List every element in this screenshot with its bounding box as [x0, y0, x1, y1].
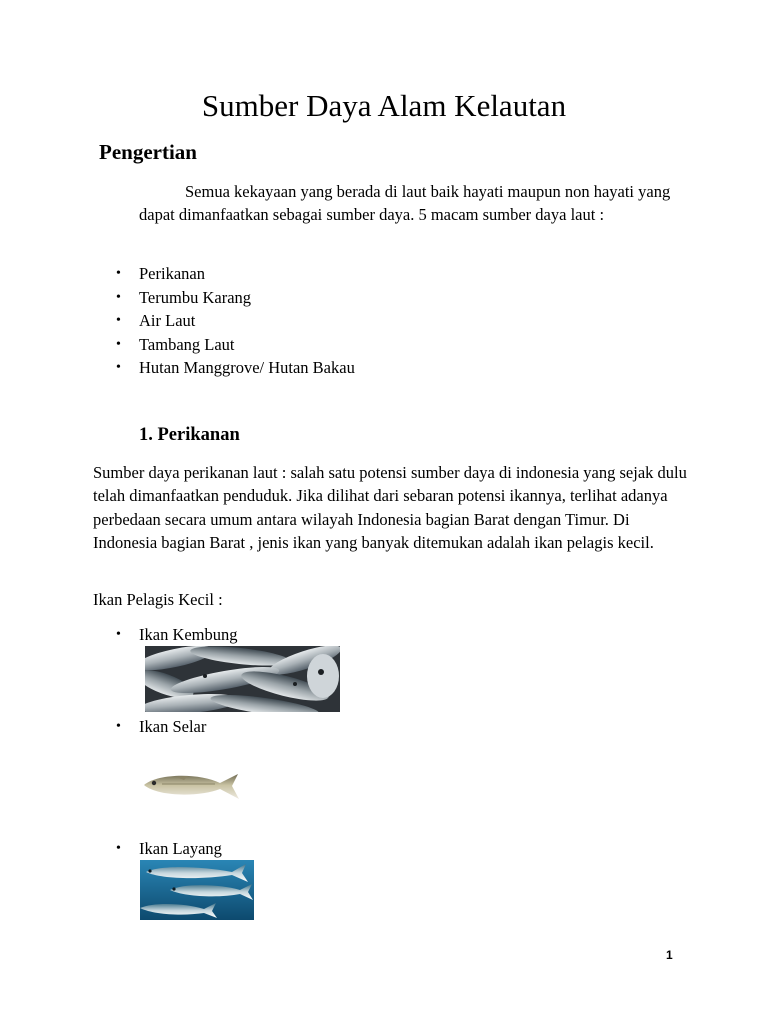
list-item-label: Terumbu Karang [139, 287, 252, 307]
page-number: 1 [666, 948, 673, 962]
ikan-layang-photo [140, 860, 254, 920]
list-item [0, 837, 222, 861]
list-item-label: Tambang Laut [139, 334, 235, 354]
bullet-icon: • [116, 627, 121, 642]
resource-types-list [0, 262, 355, 380]
list-item [0, 715, 206, 739]
ikan-kembung-photo [145, 646, 340, 712]
subsection-heading-perikanan: 1. Perikanan [139, 425, 240, 445]
fish-pile-image [145, 646, 340, 712]
list-item [0, 333, 355, 357]
list-item [0, 309, 355, 333]
bullet-icon: • [116, 266, 121, 281]
perikanan-paragraph: Sumber daya perikanan laut : salah satu potensi sumber daya di indonesia yang sejak dulu telah dimanfaatkan penduduk. Jika dilihat dari sebaran potensi ikannya, terlihat adanya perbedaan secara umum antara wilayah Indonesia bagian Barat dengan Timur. Di Indonesia bagian Barat , jenis ikan yang banyak ditemukan adalah ikan pelagis kecil. [93, 463, 687, 552]
bullet-icon: • [116, 719, 121, 734]
bullet-icon: • [116, 336, 121, 352]
list-item [0, 623, 238, 647]
list-item-label: Air Laut [139, 311, 196, 331]
fish-name: Ikan Selar [139, 717, 207, 736]
fish-list [0, 623, 238, 647]
list-item [0, 262, 355, 286]
fish-name: Ikan Layang [139, 839, 222, 858]
intro-paragraph [139, 180, 679, 227]
school-of-fish-image [140, 860, 254, 920]
fish-list-heading: Ikan Pelagis Kecil : [93, 590, 223, 609]
list-item-label: Perikanan [139, 264, 205, 283]
bullet-icon: • [116, 841, 121, 856]
fish-list [0, 837, 222, 861]
document-title: Sumber Daya Alam Kelautan [201, 88, 567, 123]
single-fish-image [140, 770, 242, 802]
list-item [0, 286, 355, 310]
bullet-icon: • [116, 289, 121, 305]
bullet-icon: • [116, 313, 121, 329]
list-item [0, 356, 355, 380]
intro-text: Semua kekayaan yang berada di laut baik hayati maupun non hayati yang dapat dimanfaatkan sebagai sumber daya. 5 macam sumber daya laut : [139, 182, 671, 225]
fish-name: Ikan Kembung [139, 625, 238, 644]
bullet-icon: • [116, 360, 121, 376]
section-heading-pengertian: Pengertian [99, 140, 197, 164]
ikan-selar-photo [140, 770, 242, 802]
list-item-label: Hutan Manggrove/ Hutan Bakau [139, 358, 355, 378]
fish-list [0, 715, 206, 739]
